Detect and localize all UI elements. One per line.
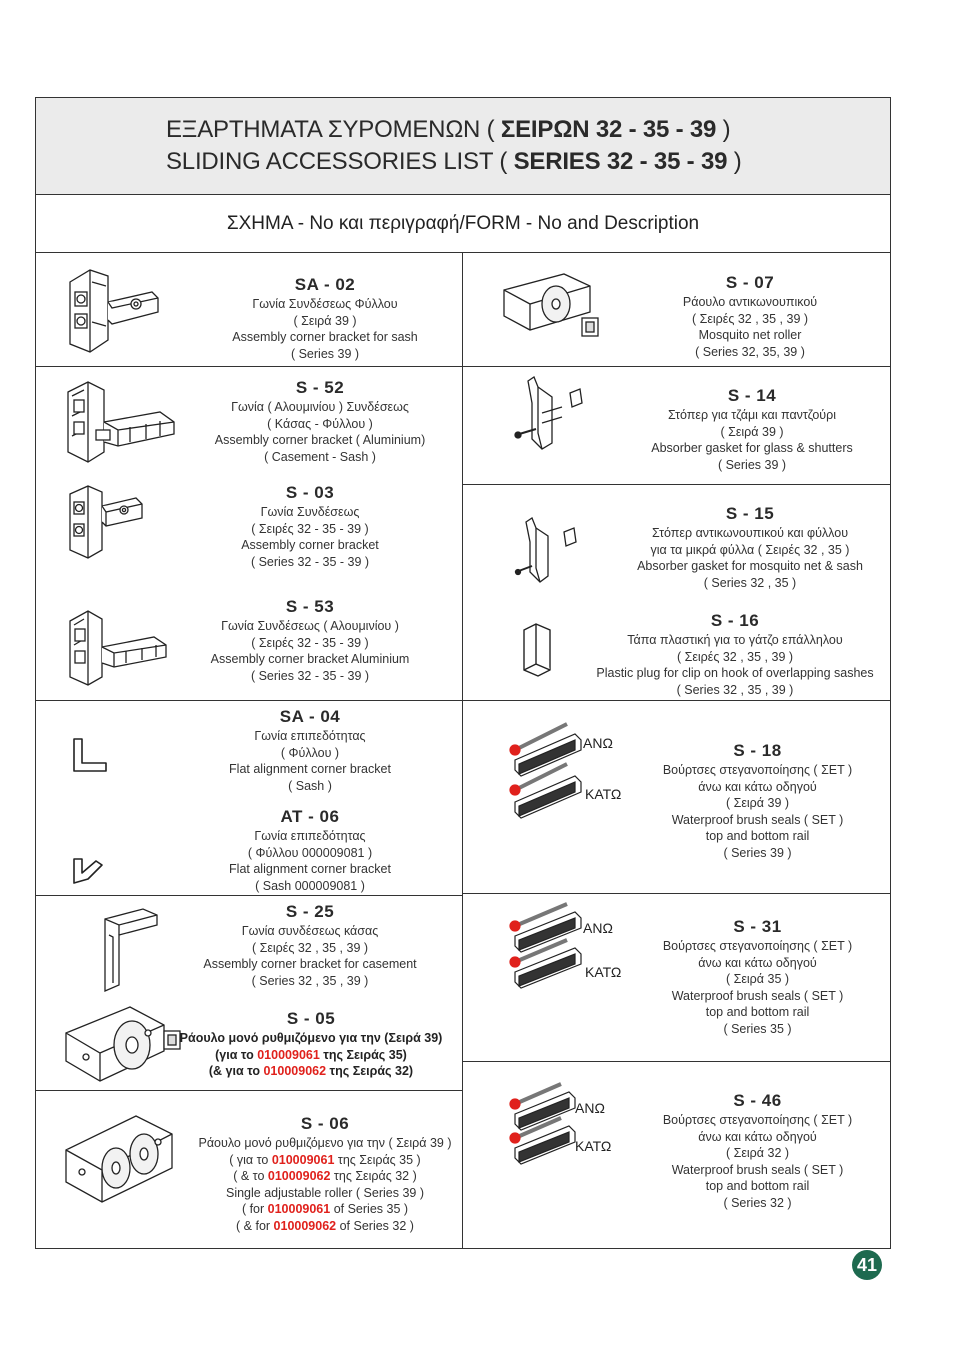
item-s14: S - 14 Στόπερ για τζάμι και παντζούρι ( Σειρά 39 ) Absorber gasket for glass & shutters ( Series 39 ) xyxy=(651,386,853,472)
item-s25: S - 25 Γωνία συνδέσεως κάσας ( Σειρές 32 , 35 , 39 ) Assembly corner bracket for casement ( Series 32 , 35 , 39 ) xyxy=(203,902,417,988)
plastic-plug-drawing xyxy=(518,620,558,680)
item-s15: S - 15 Στόπερ αντικωνουπικού και φύλλου για τα μικρά φύλλα ( Σειρές 32 , 35 ) Absorber gasket for mosquito net & sash ( Series 32 , 35 ) xyxy=(637,504,863,590)
item-s16: S - 16 Τάπα πλαστική για το γάτζο επάλληλου ( Σειρές 32 , 35 , 39 ) Plastic plug for clip on hook of overlapping sashes ( Series 32 , 35 , 39 ) xyxy=(596,611,874,697)
casement-bracket-drawing xyxy=(95,905,165,995)
item-s07: S - 07 Ράουλο αντικωνουπικού ( Σειρές 32 , 35 , 39 ) Mosquito net roller ( Series 32, 35, 39 ) xyxy=(682,273,818,359)
subtitle: ΣΧΗΜΑ - Νο και περιγραφή/FORM - No and Description xyxy=(35,195,891,253)
row-divider xyxy=(462,484,891,485)
title-box xyxy=(35,97,891,195)
label-bottom: ΚΑΤΩ xyxy=(585,786,622,802)
roller-drawing xyxy=(60,1110,185,1215)
brush-seals-drawing xyxy=(505,720,585,845)
item-s06: S - 06 Ράουλο μονό ρυθμιζόμενο για την ( Σειρά 39 ) ( για το 010009061 της Σειράς 35 ) ( & το 010009062 της Σειράς 32 ) Single adjustable roller ( Series 39 ) ( for 010009061 of Series 35 ) ( & for 010009062 of Series 32 ) xyxy=(198,1114,452,1233)
row-divider xyxy=(462,893,891,894)
corner-bracket-drawing xyxy=(62,480,147,560)
brush-seals-drawing xyxy=(505,1080,580,1190)
item-sa04: SA - 04 Γωνία επιπεδότητας ( Φύλλου ) Flat alignment corner bracket ( Sash ) xyxy=(229,707,391,793)
column-divider xyxy=(462,253,463,1249)
page-number: 41 xyxy=(852,1250,882,1280)
item-s18: S - 18 Βούρτσες στεγανοποίησης ( ΣΕΤ ) άνω και κάτω οδηγού ( Σειρά 39 ) Waterproof brush seals ( SET ) top and bottom rail ( Series 39 ) xyxy=(662,741,853,860)
corner-bracket-drawing xyxy=(60,262,165,357)
aluminium-bracket-drawing xyxy=(62,603,172,688)
label-bottom: ΚΑΤΩ xyxy=(575,1138,612,1154)
row-divider xyxy=(462,366,891,367)
absorber-gasket-drawing xyxy=(512,514,582,599)
flat-corner-drawing xyxy=(70,853,115,893)
item-s05: S - 05 Ράουλο μονό ρυθμιζόμενο για την (Σειρά 39) (για το 010009061 της Σειράς 35) (& για το 010009062 της Σειράς 32) xyxy=(179,1009,443,1078)
row-divider xyxy=(462,1061,891,1062)
absorber-gasket-drawing xyxy=(512,373,592,463)
roller-drawing xyxy=(60,1003,185,1093)
label-bottom: ΚΑΤΩ xyxy=(585,964,622,980)
item-at06: AT - 06 Γωνία επιπεδότητας ( Φύλλου 000009081 ) Flat alignment corner bracket ( Sash 000009081 ) xyxy=(229,807,391,893)
item-s31: S - 31 Βούρτσες στεγανοποίησης ( ΣΕΤ ) άνω και κάτω οδηγού ( Σειρά 35 ) Waterproof brush seals ( SET ) top and bottom rail ( Series 35 ) xyxy=(662,917,853,1036)
row-divider xyxy=(462,700,891,701)
item-s53: S - 53 Γωνία Συνδέσεως ( Αλουμινίου ) ( Σειρές 32 - 35 - 39 ) Assembly corner bracket Aluminium ( Series 32 - 35 - 39 ) xyxy=(210,597,410,683)
aluminium-bracket-drawing xyxy=(60,372,180,467)
label-top: ΑΝΩ xyxy=(583,735,613,751)
title-english: SLIDING ACCESSORIES LIST ( SERIES 32 - 35 - 39 ) xyxy=(166,148,742,175)
brush-seals-drawing xyxy=(505,900,585,1010)
item-sa02: SA - 02 Γωνία Συνδέσεως Φύλλου ( Σειρά 39 ) Assembly corner bracket for sash ( Series 39 ) xyxy=(232,275,418,361)
row-divider xyxy=(35,895,463,896)
flat-corner-drawing xyxy=(70,735,115,780)
label-top: ΑΝΩ xyxy=(575,1100,605,1116)
mosquito-roller-drawing xyxy=(500,270,605,355)
row-divider xyxy=(35,366,463,367)
label-top: ΑΝΩ xyxy=(583,920,613,936)
item-s46: S - 46 Βούρτσες στεγανοποίησης ( ΣΕΤ ) άνω και κάτω οδηγού ( Σειρά 32 ) Waterproof brush seals ( SET ) top and bottom rail ( Series 32 ) xyxy=(662,1091,853,1210)
row-divider xyxy=(35,700,463,701)
title-greek: ΕΞΑΡΤΗΜΑΤΑ ΣΥΡΟΜΕΝΩΝ ( ΣΕΙΡΩΝ 32 - 35 - 39 ) xyxy=(166,116,731,143)
item-s52: S - 52 Γωνία ( Αλουμινίου ) Συνδέσεως ( Κάσας - Φύλλου ) Assembly corner bracket ( Aluminium) ( Casement - Sash ) xyxy=(214,378,426,464)
item-s03: S - 03 Γωνία Συνδέσεως ( Σειρές 32 - 35 - 39 ) Assembly corner bracket ( Series 32 - 35 - 39 ) xyxy=(241,483,379,569)
